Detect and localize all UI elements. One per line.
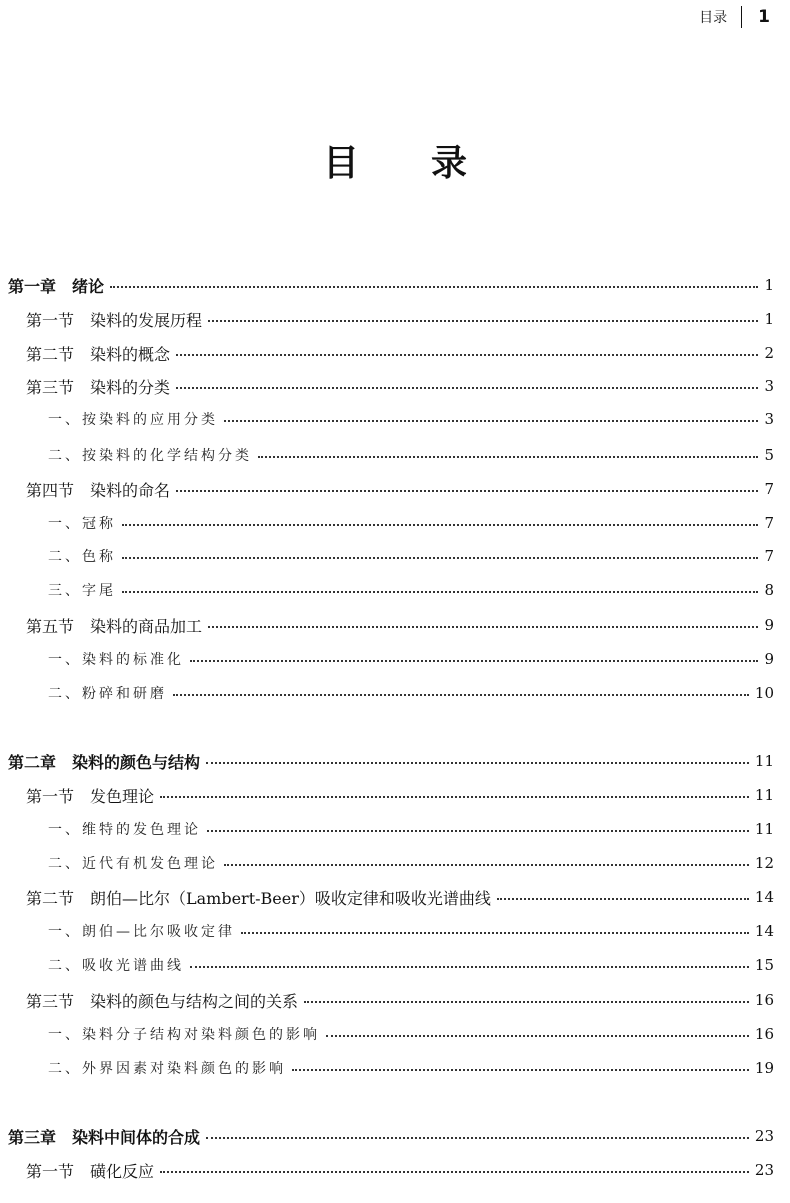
toc-chapter-row[interactable]: [0, 746, 790, 776]
toc-item-row[interactable]: [0, 575, 790, 605]
toc-page-number: 8: [764, 581, 774, 599]
dot-leader: [208, 626, 758, 628]
toc-section-row[interactable]: [0, 780, 790, 810]
toc-page-number: 1: [764, 310, 774, 328]
dot-leader: [241, 932, 749, 934]
toc-page-number: 10: [754, 684, 774, 702]
toc-entry-label: 第三节 染料的分类: [26, 377, 171, 397]
toc-page-number: 1: [764, 276, 774, 294]
toc-section-row[interactable]: [0, 985, 790, 1015]
toc-item-row[interactable]: [0, 848, 790, 878]
toc-page-number: 7: [764, 480, 774, 498]
running-head-page-number: 1: [758, 7, 770, 27]
dot-leader: [173, 694, 749, 696]
toc-item-row[interactable]: [0, 814, 790, 844]
toc-entry-label: 一、按染料的应用分类: [48, 412, 218, 428]
toc-page-number: 5: [764, 446, 774, 464]
dot-leader: [304, 1001, 749, 1003]
toc-page-number: 9: [764, 616, 774, 634]
toc-page-number: 15: [754, 956, 774, 974]
toc-item-row[interactable]: [0, 950, 790, 980]
dot-leader: [207, 830, 749, 832]
toc-entry-label: 一、维特的发色理论: [48, 822, 201, 838]
toc-entry-label: 第二节 朗伯—比尔（Lambert-Beer）吸收定律和吸收光谱曲线: [26, 888, 491, 908]
toc-page-number: 11: [754, 820, 774, 838]
toc-entry-label: 第一章 绪论: [8, 276, 105, 296]
dot-leader: [224, 864, 749, 866]
toc-item-row[interactable]: [0, 404, 790, 434]
toc-page-number: 12: [754, 854, 774, 872]
toc-entry-label: 第一节 发色理论: [26, 786, 155, 806]
toc-item-row[interactable]: [0, 1019, 790, 1049]
toc-entry-label: 第三章 染料中间体的合成: [8, 1127, 201, 1147]
toc-item-row[interactable]: [0, 508, 790, 538]
toc-entry-label: 一、染料的标准化: [48, 652, 184, 668]
toc-item-row[interactable]: [0, 644, 790, 674]
toc-entry-label: 第二节 染料的概念: [26, 344, 171, 364]
toc-section-row[interactable]: [0, 338, 790, 368]
toc-item-row[interactable]: [0, 440, 790, 470]
running-head-title: 目录: [699, 10, 728, 26]
toc-entry-label: 一、冠称: [48, 516, 116, 532]
toc-entry-label: 二、外界因素对染料颜色的影响: [48, 1061, 286, 1077]
toc-page-number: 14: [754, 888, 774, 906]
toc-entry-label: 三、字尾: [48, 583, 116, 599]
toc-page-number: 3: [764, 377, 774, 395]
toc-entry-label: 二、按染料的化学结构分类: [48, 448, 252, 464]
toc-item-row[interactable]: [0, 916, 790, 946]
toc-entry-label: 二、吸收光谱曲线: [48, 958, 184, 974]
toc-entry-label: 二、近代有机发色理论: [48, 856, 218, 872]
dot-leader: [326, 1035, 749, 1037]
toc-page-number: 7: [764, 514, 774, 532]
dot-leader: [122, 557, 758, 559]
page-title: 目录: [322, 143, 539, 184]
toc-page-number: 9: [764, 650, 774, 668]
toc-page-number: 16: [754, 991, 774, 1009]
dot-leader: [160, 796, 749, 798]
toc-page-number: 2: [764, 344, 774, 362]
toc-entry-label: 第一节 磺化反应: [26, 1161, 155, 1181]
dot-leader: [110, 286, 758, 288]
dot-leader: [206, 762, 749, 764]
toc-page-number: 16: [754, 1025, 774, 1043]
toc-section-row[interactable]: [0, 474, 790, 504]
toc-section-row[interactable]: [0, 304, 790, 334]
dot-leader: [176, 354, 758, 356]
toc-page-number: 19: [754, 1059, 774, 1077]
dot-leader: [258, 456, 758, 458]
toc-section-row[interactable]: [0, 371, 790, 401]
toc-chapter-row[interactable]: [0, 270, 790, 300]
toc-entry-label: 一、朗伯—比尔吸收定律: [48, 924, 235, 940]
toc-chapter-row[interactable]: [0, 1121, 790, 1151]
dot-leader: [292, 1069, 749, 1071]
toc-item-row[interactable]: [0, 1053, 790, 1083]
dot-leader: [176, 387, 758, 389]
dot-leader: [190, 660, 758, 662]
toc-page-number: 11: [754, 752, 774, 770]
toc-item-row[interactable]: [0, 541, 790, 571]
dot-leader: [160, 1171, 749, 1173]
toc-page-number: 14: [754, 922, 774, 940]
dot-leader: [497, 898, 749, 900]
toc-entry-label: 二、色称: [48, 549, 116, 565]
toc-entry-label: 第三节 染料的颜色与结构之间的关系: [26, 991, 299, 1011]
toc-entry-label: 第五节 染料的商品加工: [26, 616, 203, 636]
toc-entry-label: 一、染料分子结构对染料颜色的影响: [48, 1027, 320, 1043]
toc-item-row[interactable]: [0, 678, 790, 708]
dot-leader: [206, 1137, 749, 1139]
toc-entry-label: 第四节 染料的命名: [26, 480, 171, 500]
toc-entry-label: 第一节 染料的发展历程: [26, 310, 203, 330]
dot-leader: [190, 966, 749, 968]
toc-section-row[interactable]: [0, 1155, 790, 1185]
dot-leader: [122, 591, 758, 593]
toc-page-number: 23: [754, 1161, 774, 1179]
toc-page-number: 23: [754, 1127, 774, 1145]
toc-page-number: 11: [754, 786, 774, 804]
dot-leader: [224, 420, 758, 422]
toc-entry-label: 二、粉碎和研磨: [48, 686, 167, 702]
dot-leader: [208, 320, 758, 322]
toc-entry-label: 第二章 染料的颜色与结构: [8, 752, 201, 772]
toc-page-number: 3: [764, 410, 774, 428]
dot-leader: [122, 524, 758, 526]
toc-section-row[interactable]: [0, 610, 790, 640]
toc-section-row[interactable]: [0, 882, 790, 912]
toc-page-number: 7: [764, 547, 774, 565]
dot-leader: [176, 490, 758, 492]
